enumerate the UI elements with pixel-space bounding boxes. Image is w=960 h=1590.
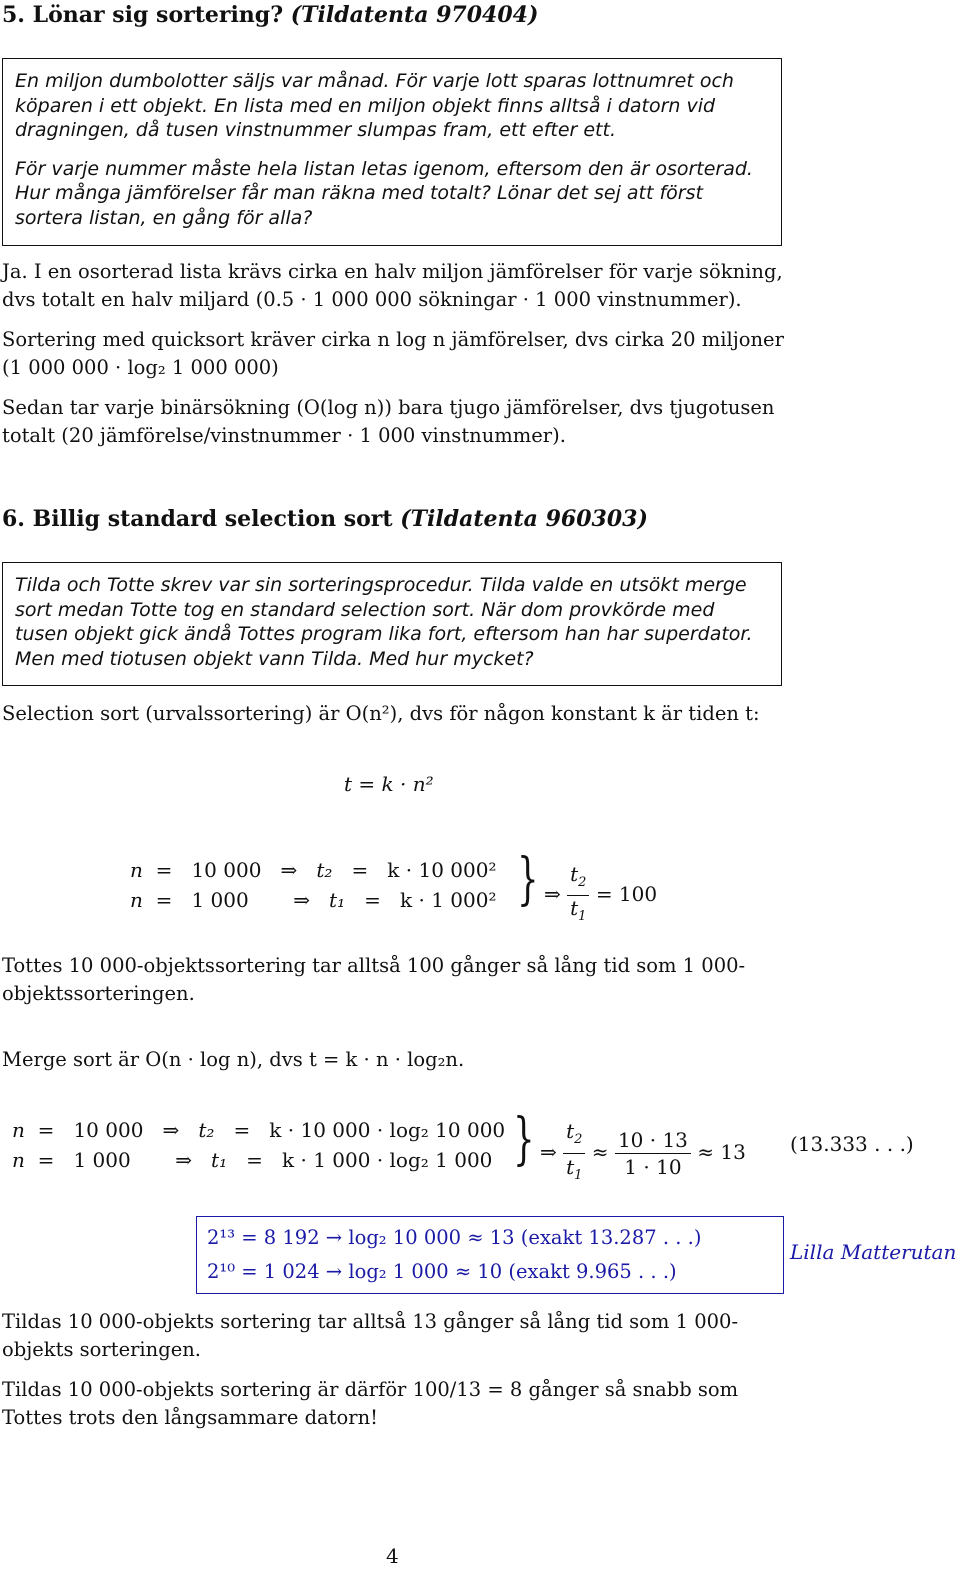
eq2-row2-rhs: k · 1 000 · log₂ 1 000 [282,1148,493,1172]
section-5-problem-p1: En miljon dumbolotter säljs var månad. För varje lott sparas lottnumret och köparen i ett objekt. En lista med en miljon objekt finns alltså i datorn vid dragningen, då tusen vinstnummer slumpas fram, ett efter ett. [15,70,734,141]
section-5-source: (Tildatenta 970404) [290,2,539,28]
eq1-row2-rhs: k · 1 000² [400,888,497,912]
section-5-answer [2,258,792,450]
eq2-row1-n: 10 000 [73,1118,144,1142]
eq1-row1-rhs: k · 10 000² [387,858,497,882]
conclusion-paragraph-3: Tildas 10 000-objekts sortering är därför 100/13 = 8 gånger så snabb som Tottes trots den långsammare datorn! [2,1378,739,1429]
eq1-row2-n: 1 000 [191,888,249,912]
section-5-title: 5. Lönar sig sortering? [2,2,284,28]
right-brace-1: } [517,847,539,912]
eq2-row1-rhs: k · 10 000 · log₂ 10 000 [269,1118,506,1142]
merge-sort-conclusion [2,1308,792,1432]
ratio-2-exact: (13.333 . . .) [790,1132,914,1156]
equation-row-1: n = 10 000 ⇒ t₂ = k · 10 000² [130,858,497,882]
selection-sort-conclusion: Tottes 10 000-objektssortering tar alltså 100 gånger så lång tid som 1 000-objektssorteringen. [2,954,746,1005]
eq1-row2-t: t₁ [329,888,346,912]
ratio-2-numerator: 10 · 13 [615,1127,691,1154]
eq2-row1-t: t₂ [198,1118,215,1142]
section-6-problem: Tilda och Totte skrev var sin sorteringsprocedur. Tilda valde en utsökt merge sort medan Totte tog en standard selection sort. När dom provkörde med tusen objekt gick ändå Tottes program lika fort, eftersom han har superdator. Men med tiotusen objekt vann Tilda. Med hur mycket? [15,574,753,670]
section-6-heading [2,506,648,532]
formula-t-equals-kn2: t = k · n² [344,772,434,796]
section-6-title: 6. Billig standard selection sort [2,506,393,532]
section-6-problem-box [2,562,782,686]
ratio-1-result: = 100 [595,882,658,906]
ratio-1: ⇒ $\frac{t_2}{t_1}$ = 100 [544,862,658,924]
selection-sort-intro: Selection sort (urvalssortering) är O(n²), dvs för någon konstant k är tiden t: [2,702,760,725]
conclusion-paragraph-2: Tildas 10 000-objekts sortering tar alltså 13 gånger så lång tid som 1 000-objekts sorteringen. [2,1310,739,1361]
section-5-heading [2,2,538,28]
section-6-source: (Tildatenta 960303) [400,506,648,532]
log-note-box [196,1216,784,1294]
eq1-row1-t: t₂ [316,858,333,882]
section-5-problem-box [2,58,782,246]
log-note-line-2: 2¹⁰ = 1 024 → log₂ 1 000 ≈ 10 (exakt 9.965 . . .) [207,1260,677,1283]
section-5-problem-p2: För varje nummer måste hela listan letas igenom, eftersom den är osorterad. Hur många jämförelser får man räkna med totalt? Lönar det sej att först sortera listan, en gång för alla? [15,157,753,229]
equation2-row-2: n = 1 000 ⇒ t₁ = k · 1 000 · log₂ 1 000 [12,1148,493,1172]
ratio-2-result: ≈ 13 [697,1140,746,1164]
answer-paragraph-1: Ja. I en osorterad lista krävs cirka en halv miljon jämförelser för varje sökning, dvs totalt en halv miljard (0.5 · 1 000 000 sökningar · 1 000 vinstnummer). [2,260,783,311]
eq2-row2-n: 1 000 [73,1148,131,1172]
log-note-line-1: 2¹³ = 8 192 → log₂ 10 000 ≈ 13 (exakt 13.287 . . .) [207,1226,702,1249]
equation2-row-1: n = 10 000 ⇒ t₂ = k · 10 000 · log₂ 10 000 [12,1118,506,1142]
page-number: 4 [386,1544,399,1568]
answer-paragraph-2: Sortering med quicksort kräver cirka n log n jämförelser, dvs cirka 20 miljoner (1 000 000 · log₂ 1 000 000) [2,328,784,379]
equation-row-2: n = 1 000 ⇒ t₁ = k · 1 000² [130,888,497,912]
lilla-matterutan-label: Lilla Matterutan [790,1240,957,1264]
answer-paragraph-3: Sedan tar varje binärsökning (O(log n)) bara tjugo jämförelser, dvs tjugotusen totalt (20 jämförelse/vinstnummer · 1 000 vinstnummer). [2,396,775,447]
right-brace-2: } [513,1107,535,1172]
ratio-2: ⇒ $\frac{t_2}{t_1}$ ≈ $\frac{10 \cdot 13}{1 \cdot 10}$ ≈ 13 [540,1119,746,1183]
ratio-2-denominator: 1 · 10 [624,1155,682,1179]
eq2-row2-t: t₁ [211,1148,228,1172]
eq1-row1-n: 10 000 [191,858,262,882]
merge-sort-intro: Merge sort är O(n · log n), dvs t = k · n · log₂n. [2,1048,465,1071]
